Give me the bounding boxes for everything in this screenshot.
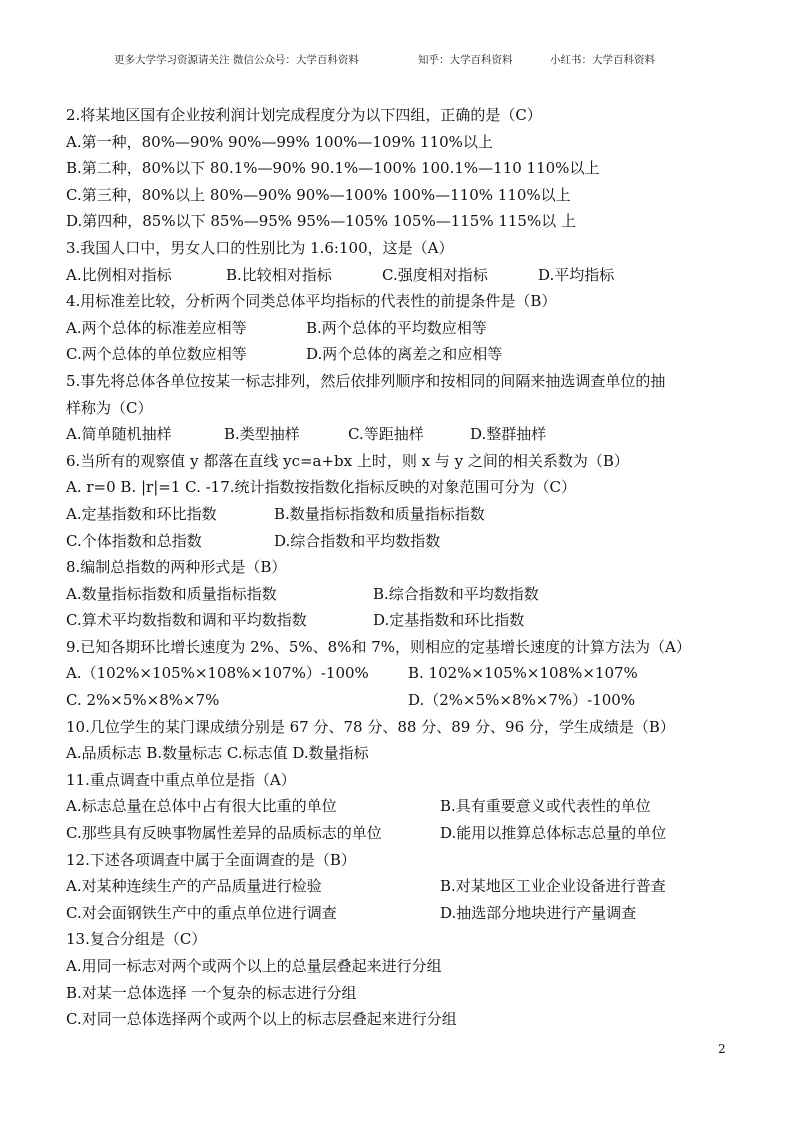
question-q9 xyxy=(66,634,732,714)
question-stem: A. r=0 B. |r|=1 C. -17.统计指数按指数化指标反映的对象范围可分为（C） xyxy=(66,478,577,497)
header-xiaohongshu-notice: 小红书：大学百科资料 xyxy=(550,54,655,66)
answer-option: A.两个总体的标准差应相等 xyxy=(66,318,247,337)
answer-option: C.算术平均数指数和调和平均数指数 xyxy=(66,611,307,630)
question-stem: 9.已知各期环比增长速度为 2%、5%、8%和 7%，则相应的定基增长速度的计算方法为（A） xyxy=(66,637,691,656)
option-row xyxy=(66,501,732,528)
page-number: 2 xyxy=(718,1042,726,1056)
question-q4 xyxy=(66,288,732,368)
answer-option: D.抽选部分地块进行产量调查 xyxy=(440,903,637,922)
option-row xyxy=(66,315,732,342)
option-row xyxy=(66,421,732,448)
option-row xyxy=(66,581,732,608)
option-row xyxy=(66,262,732,289)
option-row xyxy=(66,687,732,714)
question-stem: 样称为（C） xyxy=(66,398,153,417)
option-row xyxy=(66,155,732,182)
answer-option: D.（2%×5%×8%×7%）-100% xyxy=(408,691,636,710)
answer-option: B.类型抽样 xyxy=(224,425,300,444)
question-q11 xyxy=(66,767,732,847)
answer-option: C.对同一总体选择两个或两个以上的标志层叠起来进行分组 xyxy=(66,1010,457,1029)
question-stem: 3.我国人口中，男女人口的性别比为 1.6:100，这是（A） xyxy=(66,238,454,257)
option-row xyxy=(66,660,732,687)
option-row xyxy=(66,607,732,634)
answer-option: C.对会面钢铁生产中的重点单位进行调查 xyxy=(66,903,337,922)
answer-option: C.强度相对指标 xyxy=(382,265,488,284)
option-row xyxy=(66,182,732,209)
question-list xyxy=(66,102,732,1033)
answer-option: A.（102%×105%×108%×107%）-100% xyxy=(66,664,369,683)
question-q8 xyxy=(66,554,732,634)
answer-option: A.对某种连续生产的产品质量进行检验 xyxy=(66,877,322,896)
answer-option: B.数量指标指数和质量指标指数 xyxy=(274,504,485,523)
option-row xyxy=(66,341,732,368)
option-row xyxy=(66,129,732,156)
answer-option: D.平均指标 xyxy=(538,265,615,284)
answer-option: B.比较相对指标 xyxy=(226,265,332,284)
header-wechat-notice: 更多大学学习资源请关注 微信公众号：大学百科资料 xyxy=(114,54,359,66)
question-stem: 8.编制总指数的两种形式是（B） xyxy=(66,558,287,577)
question-stem: 13.复合分组是（C） xyxy=(66,930,207,949)
answer-option: A.品质标志 B.数量标志 C.标志值 D.数量指标 xyxy=(66,744,369,763)
question-q2 xyxy=(66,102,732,235)
answer-option: B.具有重要意义或代表性的单位 xyxy=(440,797,651,816)
answer-option: B. 102%×105%×108%×107% xyxy=(408,664,638,683)
option-row xyxy=(66,1006,732,1033)
answer-option: D.能用以推算总体标志总量的单位 xyxy=(440,824,667,843)
answer-option: C.个体指数和总指数 xyxy=(66,531,202,550)
option-row xyxy=(66,953,732,980)
question-q3 xyxy=(66,235,732,288)
option-row xyxy=(66,528,732,555)
question-stem: 6.当所有的观察值 y 都落在直线 yc=a+bx 上时，则 x 与 y 之间的相关系数为（B） xyxy=(66,451,629,470)
option-row xyxy=(66,793,732,820)
option-row xyxy=(66,208,732,235)
question-stem: 10.几位学生的某门课成绩分别是 67 分、78 分、88 分、89 分、96 分，学生成绩是（B） xyxy=(66,717,675,736)
answer-option: C.那些具有反映事物属性差异的品质标志的单位 xyxy=(66,824,382,843)
option-row xyxy=(66,740,732,767)
question-stem: 12.下述各项调查中属于全面调查的是（B） xyxy=(66,850,356,869)
question-q10 xyxy=(66,714,732,767)
question-stem: 5.事先将总体各单位按某一标志排列，然后依排列顺序和按相同的间隔来抽选调查单位的抽 xyxy=(66,371,666,390)
answer-option: B.对某地区工业企业设备进行普查 xyxy=(440,877,666,896)
question-stem: 11.重点调查中重点单位是指（A） xyxy=(66,770,296,789)
answer-option: D.定基指数和环比指数 xyxy=(373,611,525,630)
answer-option: A.简单随机抽样 xyxy=(66,425,172,444)
answer-option: A.定基指数和环比指数 xyxy=(66,504,217,523)
option-row xyxy=(66,873,732,900)
answer-option: D.第四种，85%以下 85%—95% 95%—105% 105%—115% 115%以 上 xyxy=(66,212,576,231)
answer-option: D.综合指数和平均数指数 xyxy=(274,531,441,550)
question-stem: 2.将某地区国有企业按利润计划完成程度分为以下四组，正确的是（C） xyxy=(66,106,542,124)
option-row xyxy=(66,820,732,847)
answer-option: D.两个总体的离差之和应相等 xyxy=(306,345,503,364)
question-q6 xyxy=(66,448,732,554)
option-row xyxy=(66,900,732,927)
answer-option: A.第一种，80%—90% 90%—99% 100%—109% 110%以上 xyxy=(66,132,493,151)
answer-option: C.第三种，80%以上 80%—90% 90%—100% 100%—110% 110%以上 xyxy=(66,185,571,204)
answer-option: C. 2%×5%×8%×7% xyxy=(66,691,220,710)
answer-option: A.比例相对指标 xyxy=(66,265,172,284)
question-q12 xyxy=(66,847,732,927)
answer-option: C.两个总体的单位数应相等 xyxy=(66,345,247,364)
question-q5 xyxy=(66,368,732,448)
header-zhihu-notice: 知乎：大学百科资料 xyxy=(418,54,513,66)
answer-option: A.数量指标指数和质量指标指数 xyxy=(66,584,277,603)
answer-option: D.整群抽样 xyxy=(470,425,547,444)
answer-option: B.两个总体的平均数应相等 xyxy=(306,318,487,337)
answer-option: B.第二种，80%以下 80.1%—90% 90.1%—100% 100.1%—110 110%以上 xyxy=(66,159,600,178)
answer-option: A.用同一标志对两个或两个以上的总量层叠起来进行分组 xyxy=(66,957,442,975)
question-q13 xyxy=(66,926,732,1032)
answer-option: B.综合指数和平均数指数 xyxy=(373,584,539,603)
question-stem: 4.用标准差比较，分析两个同类总体平均指标的代表性的前提条件是（B） xyxy=(66,292,557,311)
answer-option: B.对某一总体选择 一个复杂的标志进行分组 xyxy=(66,983,357,1002)
answer-option: A.标志总量在总体中占有很大比重的单位 xyxy=(66,797,337,816)
option-row xyxy=(66,980,732,1007)
answer-option: C.等距抽样 xyxy=(348,425,424,444)
